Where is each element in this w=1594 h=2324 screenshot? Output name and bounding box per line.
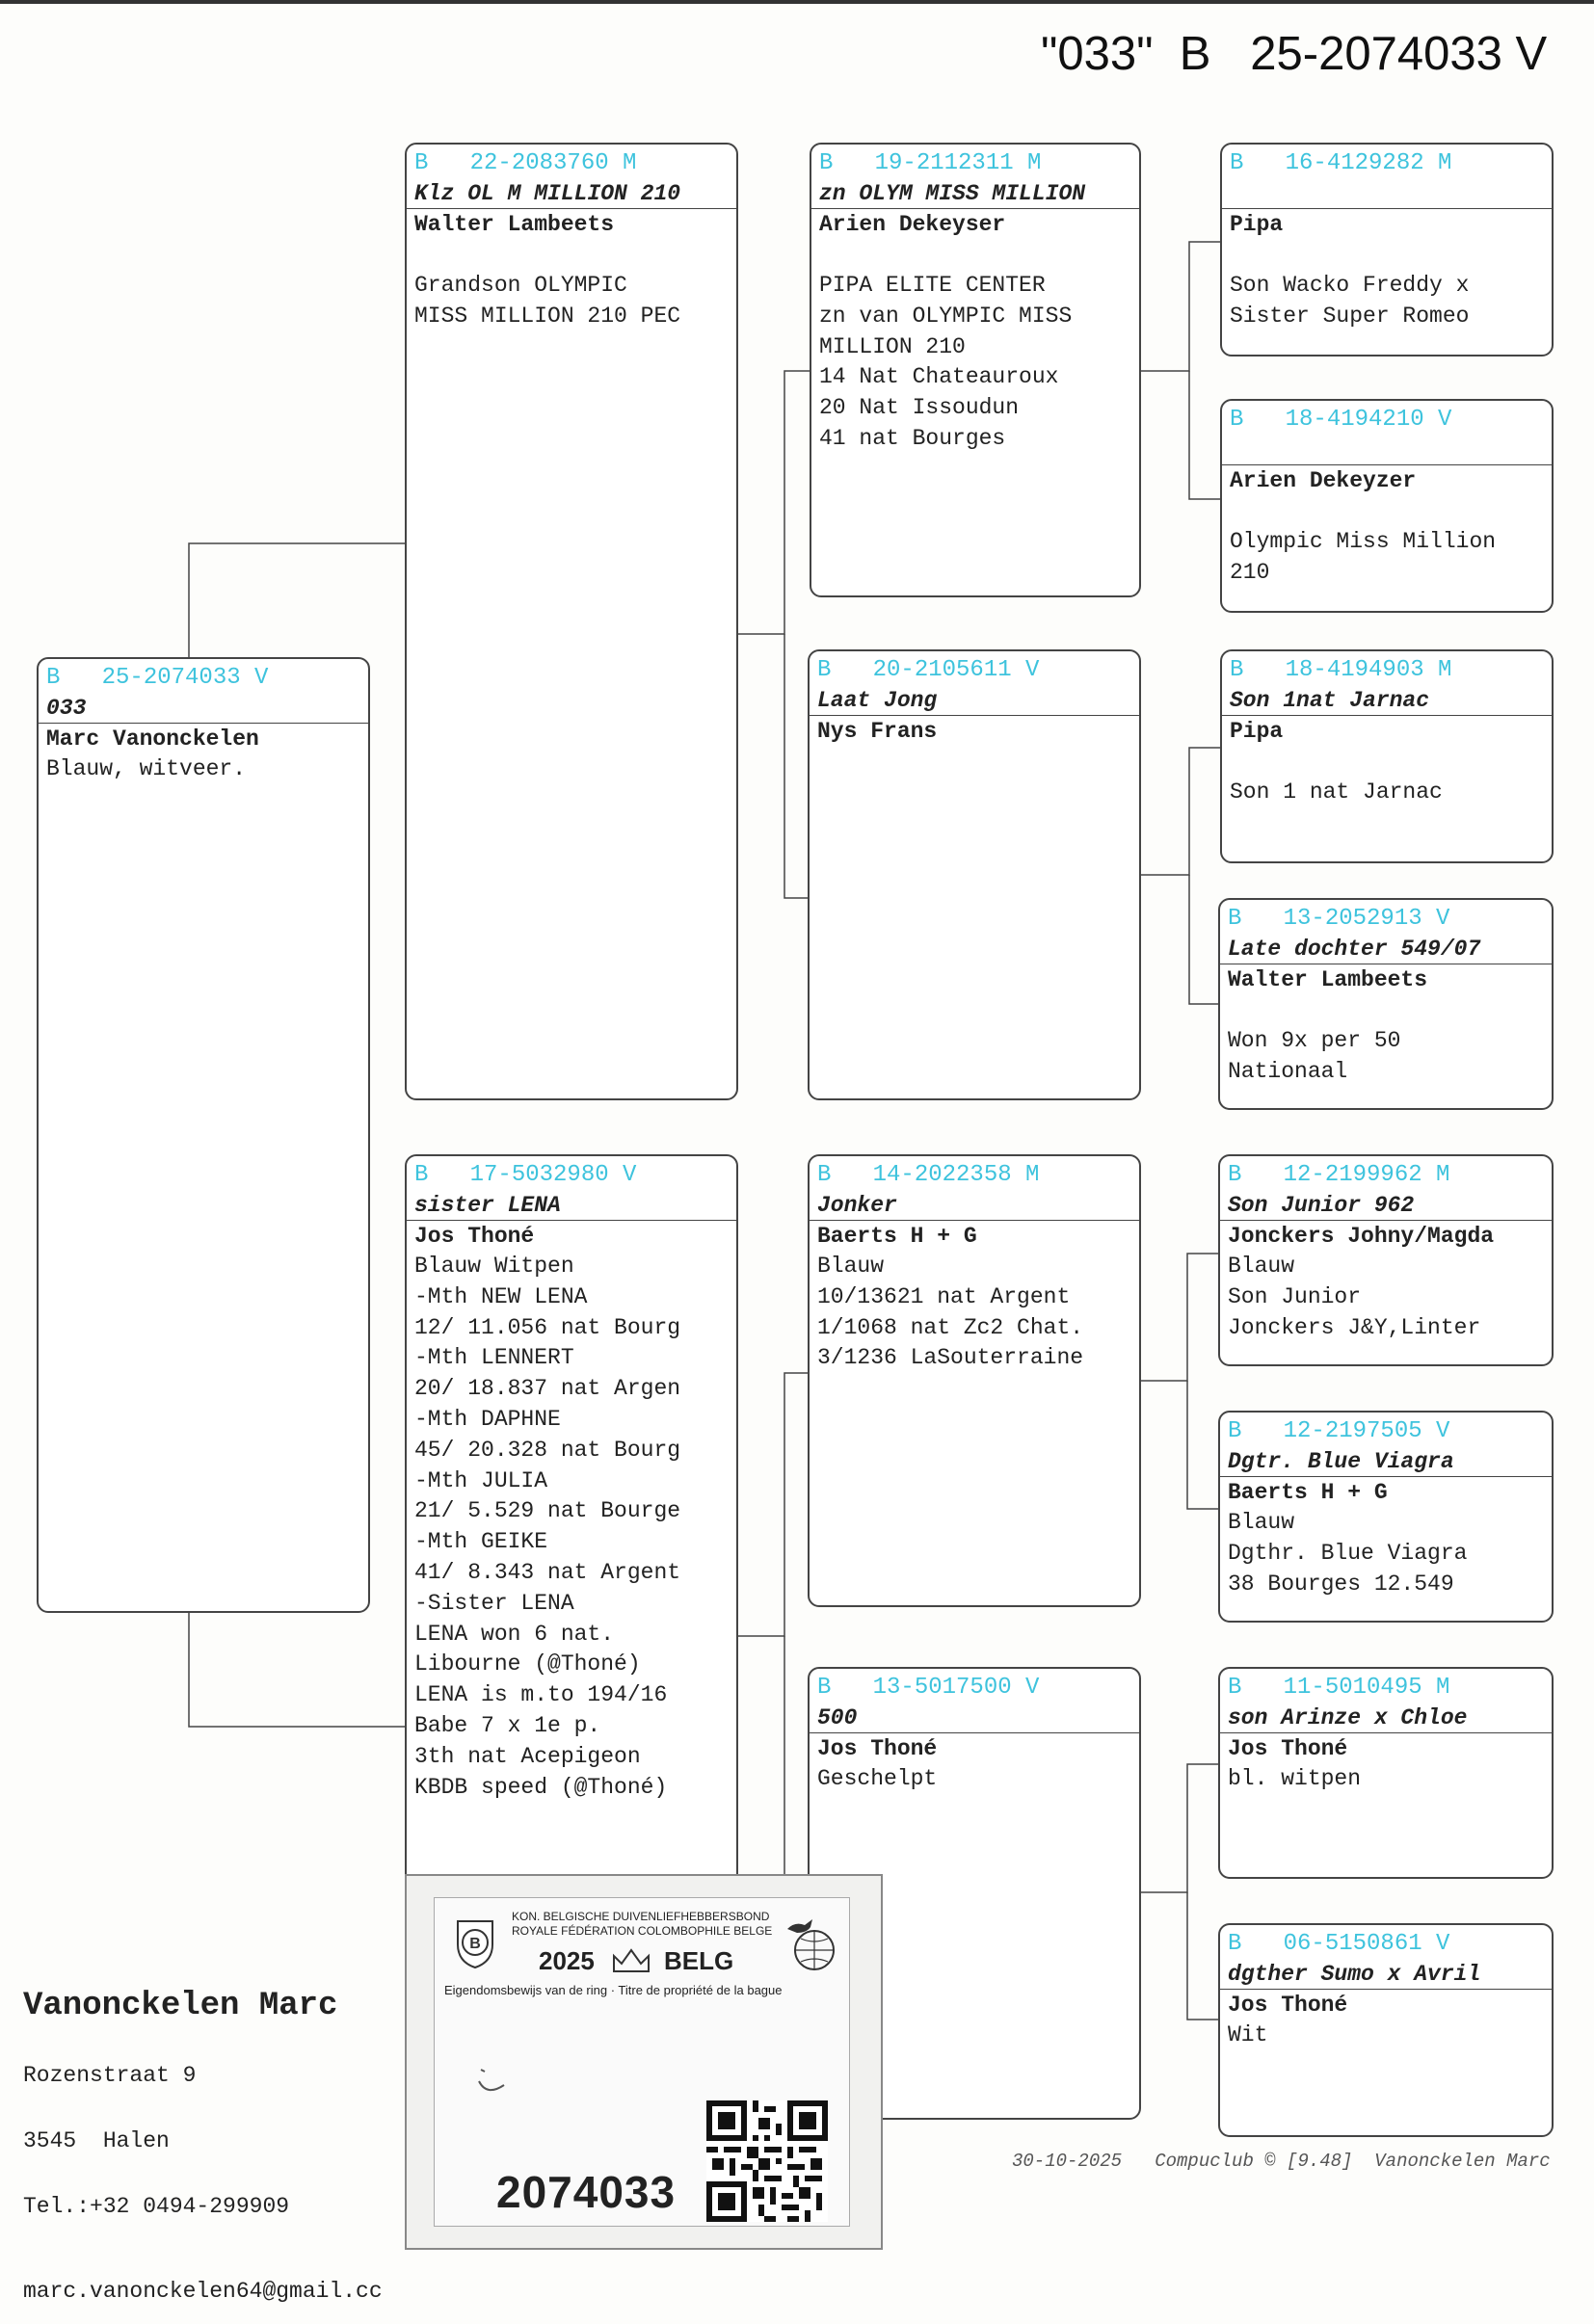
breeder-address <box>23 1952 383 2324</box>
connector-sire-ss <box>738 371 810 634</box>
bird-info-line: Geschelpt <box>817 1766 938 1791</box>
bird-info-line: Won 9x per 50 <box>1228 1028 1401 1053</box>
connector-ss-sss <box>1141 242 1220 371</box>
ring-number: B 17-5032980 V <box>414 1162 637 1188</box>
connector-dd-dds <box>1141 1764 1220 1892</box>
pedigree-card-dss <box>1218 1154 1554 1366</box>
bird-info-line: PIPA ELITE CENTER <box>819 273 1046 298</box>
bird-name <box>1222 436 1552 465</box>
footer-credits: 30-10-2025 Compuclub © [9.48] Vanonckelen Marc <box>1012 2151 1551 2172</box>
bird-info-line: -Mth LENNERT <box>414 1345 574 1371</box>
bird-name: Son Junior 962 <box>1220 1191 1552 1221</box>
bird-info-line: bl. witpen <box>1228 1766 1362 1791</box>
qr-code-icon <box>706 2100 828 2222</box>
bird-owner: Marc Vanonckelen <box>46 726 259 752</box>
bird-info-line: -Mth JULIA <box>414 1467 548 1493</box>
pigeon-globe-icon <box>782 1914 841 1973</box>
bird-owner: Arien Dekeyzer <box>1230 468 1417 493</box>
bird-info-line: MILLION 210 <box>819 333 966 359</box>
ring-number: B 25-2074033 V <box>46 665 269 691</box>
ring-card-subtitle: Eigendomsbewijs van de ring · Titre de propriété de la bague <box>444 1983 783 1997</box>
bird-name: Jonker <box>810 1191 1139 1221</box>
bird-info-line: Jonckers J&Y,Linter <box>1228 1314 1481 1340</box>
bird-info-line: 12/ 11.056 nat Bourg <box>414 1314 681 1340</box>
bird-name: Klz OL M MILLION 210 <box>407 179 736 209</box>
ring-card-country: BELG <box>664 1946 734 1975</box>
ring-card-organisation <box>512 1910 772 1939</box>
bird-name: Late dochter 549/07 <box>1220 935 1552 964</box>
connector-ds-dsd <box>1187 1381 1220 1509</box>
bird-info: Blauw, witveer. <box>46 756 247 781</box>
bird-info-line: zn van OLYMPIC MISS <box>819 303 1073 329</box>
bird-owner: Jos Thoné <box>817 1736 938 1761</box>
bird-info-line: LENA is m.to 194/16 <box>414 1682 668 1708</box>
bird-info-line: MISS MILLION 210 PEC <box>414 303 681 329</box>
bird-name: dgther Sumo x Avril <box>1220 1960 1552 1990</box>
breeder-email: marc.vanonckelen64@gmail.cc <box>23 2279 383 2304</box>
breeder-name: Vanonckelen Marc <box>23 1988 338 2024</box>
pedigree-card-ssd <box>1220 399 1554 613</box>
bird-info-line: Blauw Witpen <box>414 1254 574 1279</box>
pedigree-card-dds <box>1218 1667 1554 1879</box>
bird-owner: Walter Lambeets <box>1228 967 1428 992</box>
ring-number: B 22-2083760 M <box>414 150 637 176</box>
bird-info-line: 10/13621 nat Argent <box>817 1283 1071 1309</box>
bird-name: Dgtr. Blue Viagra <box>1220 1447 1552 1477</box>
pedigree-card-dam-sire <box>808 1154 1141 1607</box>
bird-name: Laat Jong <box>810 686 1139 716</box>
emblem-letter: B <box>469 1936 481 1952</box>
bird-info-line: Son Wacko Freddy x <box>1230 273 1470 298</box>
bird-name <box>1222 179 1552 209</box>
connector-self-dam <box>189 1613 405 1727</box>
bird-name: Son 1nat Jarnac <box>1222 686 1552 716</box>
ring-number: B 19-2112311 M <box>819 150 1042 176</box>
bird-info-line: 41/ 8.343 nat Argent <box>414 1559 681 1585</box>
bird-info-line: -Mth DAPHNE <box>414 1406 561 1432</box>
ring-card-inner <box>434 1897 850 2227</box>
connector-self-sire <box>189 543 405 657</box>
bird-info-line: KBDB speed (@Thoné) <box>414 1774 668 1800</box>
ring-number: B 14-2022358 M <box>817 1162 1040 1188</box>
bird-info-line: Grandson OLYMPIC <box>414 273 627 298</box>
crown-icon <box>610 1946 652 1975</box>
bird-info-line: 21/ 5.529 nat Bourge <box>414 1498 681 1524</box>
pedigree-card-sds <box>1220 649 1554 863</box>
ring-number: B 20-2105611 V <box>817 657 1040 683</box>
breeder-street: Rozenstraat 9 <box>23 2063 197 2088</box>
connector-sire-sd <box>784 634 810 898</box>
bird-owner: Nys Frans <box>817 719 938 744</box>
ring-card-year: 2025 <box>539 1946 595 1975</box>
bird-info-line: Blauw <box>817 1254 885 1279</box>
ring-number: B 18-4194210 V <box>1230 407 1452 433</box>
bird-info-line: 3th nat Acepigeon <box>414 1743 641 1769</box>
pedigree-card-sire-sire <box>810 143 1141 597</box>
kbdb-emblem-icon <box>450 1914 500 1971</box>
bird-info-line: 3/1236 LaSouterraine <box>817 1345 1084 1371</box>
bird-info-line: 210 <box>1230 559 1270 585</box>
ring-number: B 13-2052913 V <box>1228 906 1450 932</box>
connector-ss-ssd <box>1189 371 1220 499</box>
bird-info-line: Babe 7 x 1e p. <box>414 1712 601 1738</box>
bird-owner: Jos Thoné <box>414 1224 535 1249</box>
stamp-mark-icon <box>473 2062 512 2100</box>
ring-number: B 12-2199962 M <box>1228 1162 1450 1188</box>
pedigree-card-ddd <box>1218 1923 1554 2137</box>
ring-ownership-card <box>405 1874 883 2250</box>
bird-info-line: 38 Bourges 12.549 <box>1228 1571 1454 1597</box>
bird-info-line: -Mth NEW LENA <box>414 1283 588 1309</box>
ring-number: B 13-5017500 V <box>817 1675 1040 1701</box>
bird-name: 033 <box>39 694 368 724</box>
org-dutch: KON. BELGISCHE DUIVENLIEFHEBBERSBOND <box>512 1910 770 1923</box>
pedigree-card-sss <box>1220 143 1554 357</box>
connector-dd-ddd <box>1187 1892 1220 2020</box>
pedigree-card-dsd <box>1218 1411 1554 1623</box>
ring-number: B 18-4194903 M <box>1230 657 1452 683</box>
breeder-city: 3545 Halen <box>23 2128 170 2153</box>
bird-name: 500 <box>810 1703 1139 1733</box>
bird-owner: Pipa <box>1230 719 1284 744</box>
bird-owner: Arien Dekeyser <box>819 212 1006 237</box>
bird-info-line: Dgthr. Blue Viagra <box>1228 1540 1468 1566</box>
bird-info-line: Son Junior <box>1228 1283 1362 1309</box>
bird-info-line: Libourne (@Thoné) <box>414 1651 641 1677</box>
bird-info-line: 20 Nat Issoudun <box>819 395 1020 421</box>
bird-owner: Baerts H + G <box>1228 1480 1388 1505</box>
bird-info-line: LENA won 6 nat. <box>414 1621 615 1647</box>
bird-info-line: Blauw <box>1228 1510 1295 1535</box>
breeder-phone: Tel.:+32 0494-299909 <box>23 2194 290 2219</box>
bird-info-line: 41 nat Bourges <box>819 425 1006 451</box>
ring-card-number: 2074033 <box>496 2167 677 2217</box>
bird-name: sister LENA <box>407 1191 736 1221</box>
bird-owner: Jos Thoné <box>1228 1736 1348 1761</box>
connector-dam-ds <box>736 1373 810 1636</box>
bird-owner: Walter Lambeets <box>414 212 615 237</box>
connector-sd-sds <box>1141 748 1220 875</box>
ring-number: B 12-2197505 V <box>1228 1418 1450 1444</box>
ring-number: B 16-4129282 M <box>1230 150 1452 176</box>
connector-ds-dss <box>1141 1254 1220 1381</box>
pedigree-card-sire-dam <box>808 649 1141 1100</box>
ring-number: B 06-5150861 V <box>1228 1931 1450 1957</box>
bird-info-line: 20/ 18.837 nat Argen <box>414 1376 681 1402</box>
pedigree-card-self <box>37 657 370 1613</box>
pedigree-card-sdd <box>1218 898 1554 1110</box>
page-title: "033" B 25-2074033 V <box>1041 28 1548 80</box>
org-french: ROYALE FÉDÉRATION COLOMBOPHILE BELGE <box>512 1924 773 1938</box>
pedigree-card-sire <box>405 143 738 1100</box>
bird-info-line: Blauw <box>1228 1254 1295 1279</box>
bird-info-line: Sister Super Romeo <box>1230 303 1470 329</box>
bird-name: zn OLYM MISS MILLION <box>811 179 1139 209</box>
connector-dam-dd <box>784 1636 810 1898</box>
ring-number: B 11-5010495 M <box>1228 1675 1450 1701</box>
bird-owner: Pipa <box>1230 212 1284 237</box>
bird-info-line: -Sister LENA <box>414 1590 574 1616</box>
connector-sd-sdd <box>1189 875 1220 1004</box>
bird-owner: Jonckers Johny/Magda <box>1228 1224 1495 1249</box>
bird-info-line: Son 1 nat Jarnac <box>1230 779 1443 805</box>
bird-info-line: Nationaal <box>1228 1058 1348 1084</box>
bird-info-line: 45/ 20.328 nat Bourg <box>414 1437 681 1463</box>
bird-info-line: Olympic Miss Million <box>1230 529 1497 554</box>
bird-owner: Jos Thoné <box>1228 1993 1348 2018</box>
bird-info-line: 1/1068 nat Zc2 Chat. <box>817 1314 1084 1340</box>
bird-info-line: 14 Nat Chateauroux <box>819 364 1059 390</box>
bird-info-line: Wit <box>1228 2022 1268 2047</box>
bird-name: son Arinze x Chloe <box>1220 1703 1552 1733</box>
bird-info-line: -Mth GEIKE <box>414 1529 548 1555</box>
bird-owner: Baerts H + G <box>817 1224 977 1249</box>
